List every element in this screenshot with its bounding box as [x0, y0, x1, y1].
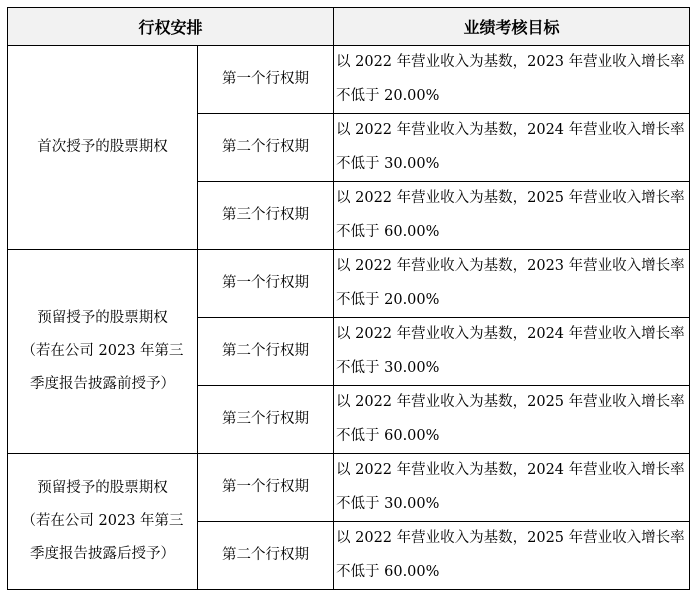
target-cell: 以 2022 年营业收入为基数，2024 年营业收入增长率不低于 30.00% — [334, 454, 690, 522]
target-cell: 以 2022 年营业收入为基数，2023 年营业收入增长率不低于 20.00% — [334, 250, 690, 318]
period-cell: 第二个行权期 — [198, 522, 334, 590]
category-line: 预留授予的股票期权 — [37, 310, 168, 326]
performance-table — [7, 7, 690, 590]
period-cell: 第三个行权期 — [198, 386, 334, 454]
target-cell: 以 2022 年营业收入为基数，2023 年营业收入增长率不低于 20.00% — [334, 46, 690, 114]
target-cell: 以 2022 年营业收入为基数，2025 年营业收入增长率不低于 60.00% — [334, 386, 690, 454]
period-cell: 第一个行权期 — [198, 46, 334, 114]
target-cell: 以 2022 年营业收入为基数，2025 年营业收入增长率不低于 60.00% — [334, 522, 690, 590]
period-cell: 第二个行权期 — [198, 114, 334, 182]
period-cell: 第三个行权期 — [198, 182, 334, 250]
target-cell: 以 2022 年营业收入为基数，2024 年营业收入增长率不低于 30.00% — [334, 318, 690, 386]
category-line: 季度报告披露前授予） — [30, 376, 175, 392]
header-arrangement: 行权安排 — [8, 8, 334, 46]
target-cell: 以 2022 年营业收入为基数，2024 年营业收入增长率不低于 30.00% — [334, 114, 690, 182]
header-target: 业绩考核目标 — [334, 8, 690, 46]
table-row — [8, 454, 690, 522]
target-cell: 以 2022 年营业收入为基数，2025 年营业收入增长率不低于 60.00% — [334, 182, 690, 250]
period-cell: 第二个行权期 — [198, 318, 334, 386]
category-cell — [8, 46, 198, 250]
period-cell: 第一个行权期 — [198, 250, 334, 318]
category-cell — [8, 250, 198, 454]
table-header-row — [8, 8, 690, 46]
table-row — [8, 46, 690, 114]
category-line: 首次授予的股票期权 — [37, 139, 168, 155]
category-line: （若在公司 2023 年第三 — [21, 513, 184, 529]
category-cell — [8, 454, 198, 590]
period-cell: 第一个行权期 — [198, 454, 334, 522]
category-line: （若在公司 2023 年第三 — [21, 343, 184, 359]
category-line: 季度报告披露后授予） — [30, 546, 175, 562]
category-line: 预留授予的股票期权 — [37, 480, 168, 496]
table-row — [8, 250, 690, 318]
